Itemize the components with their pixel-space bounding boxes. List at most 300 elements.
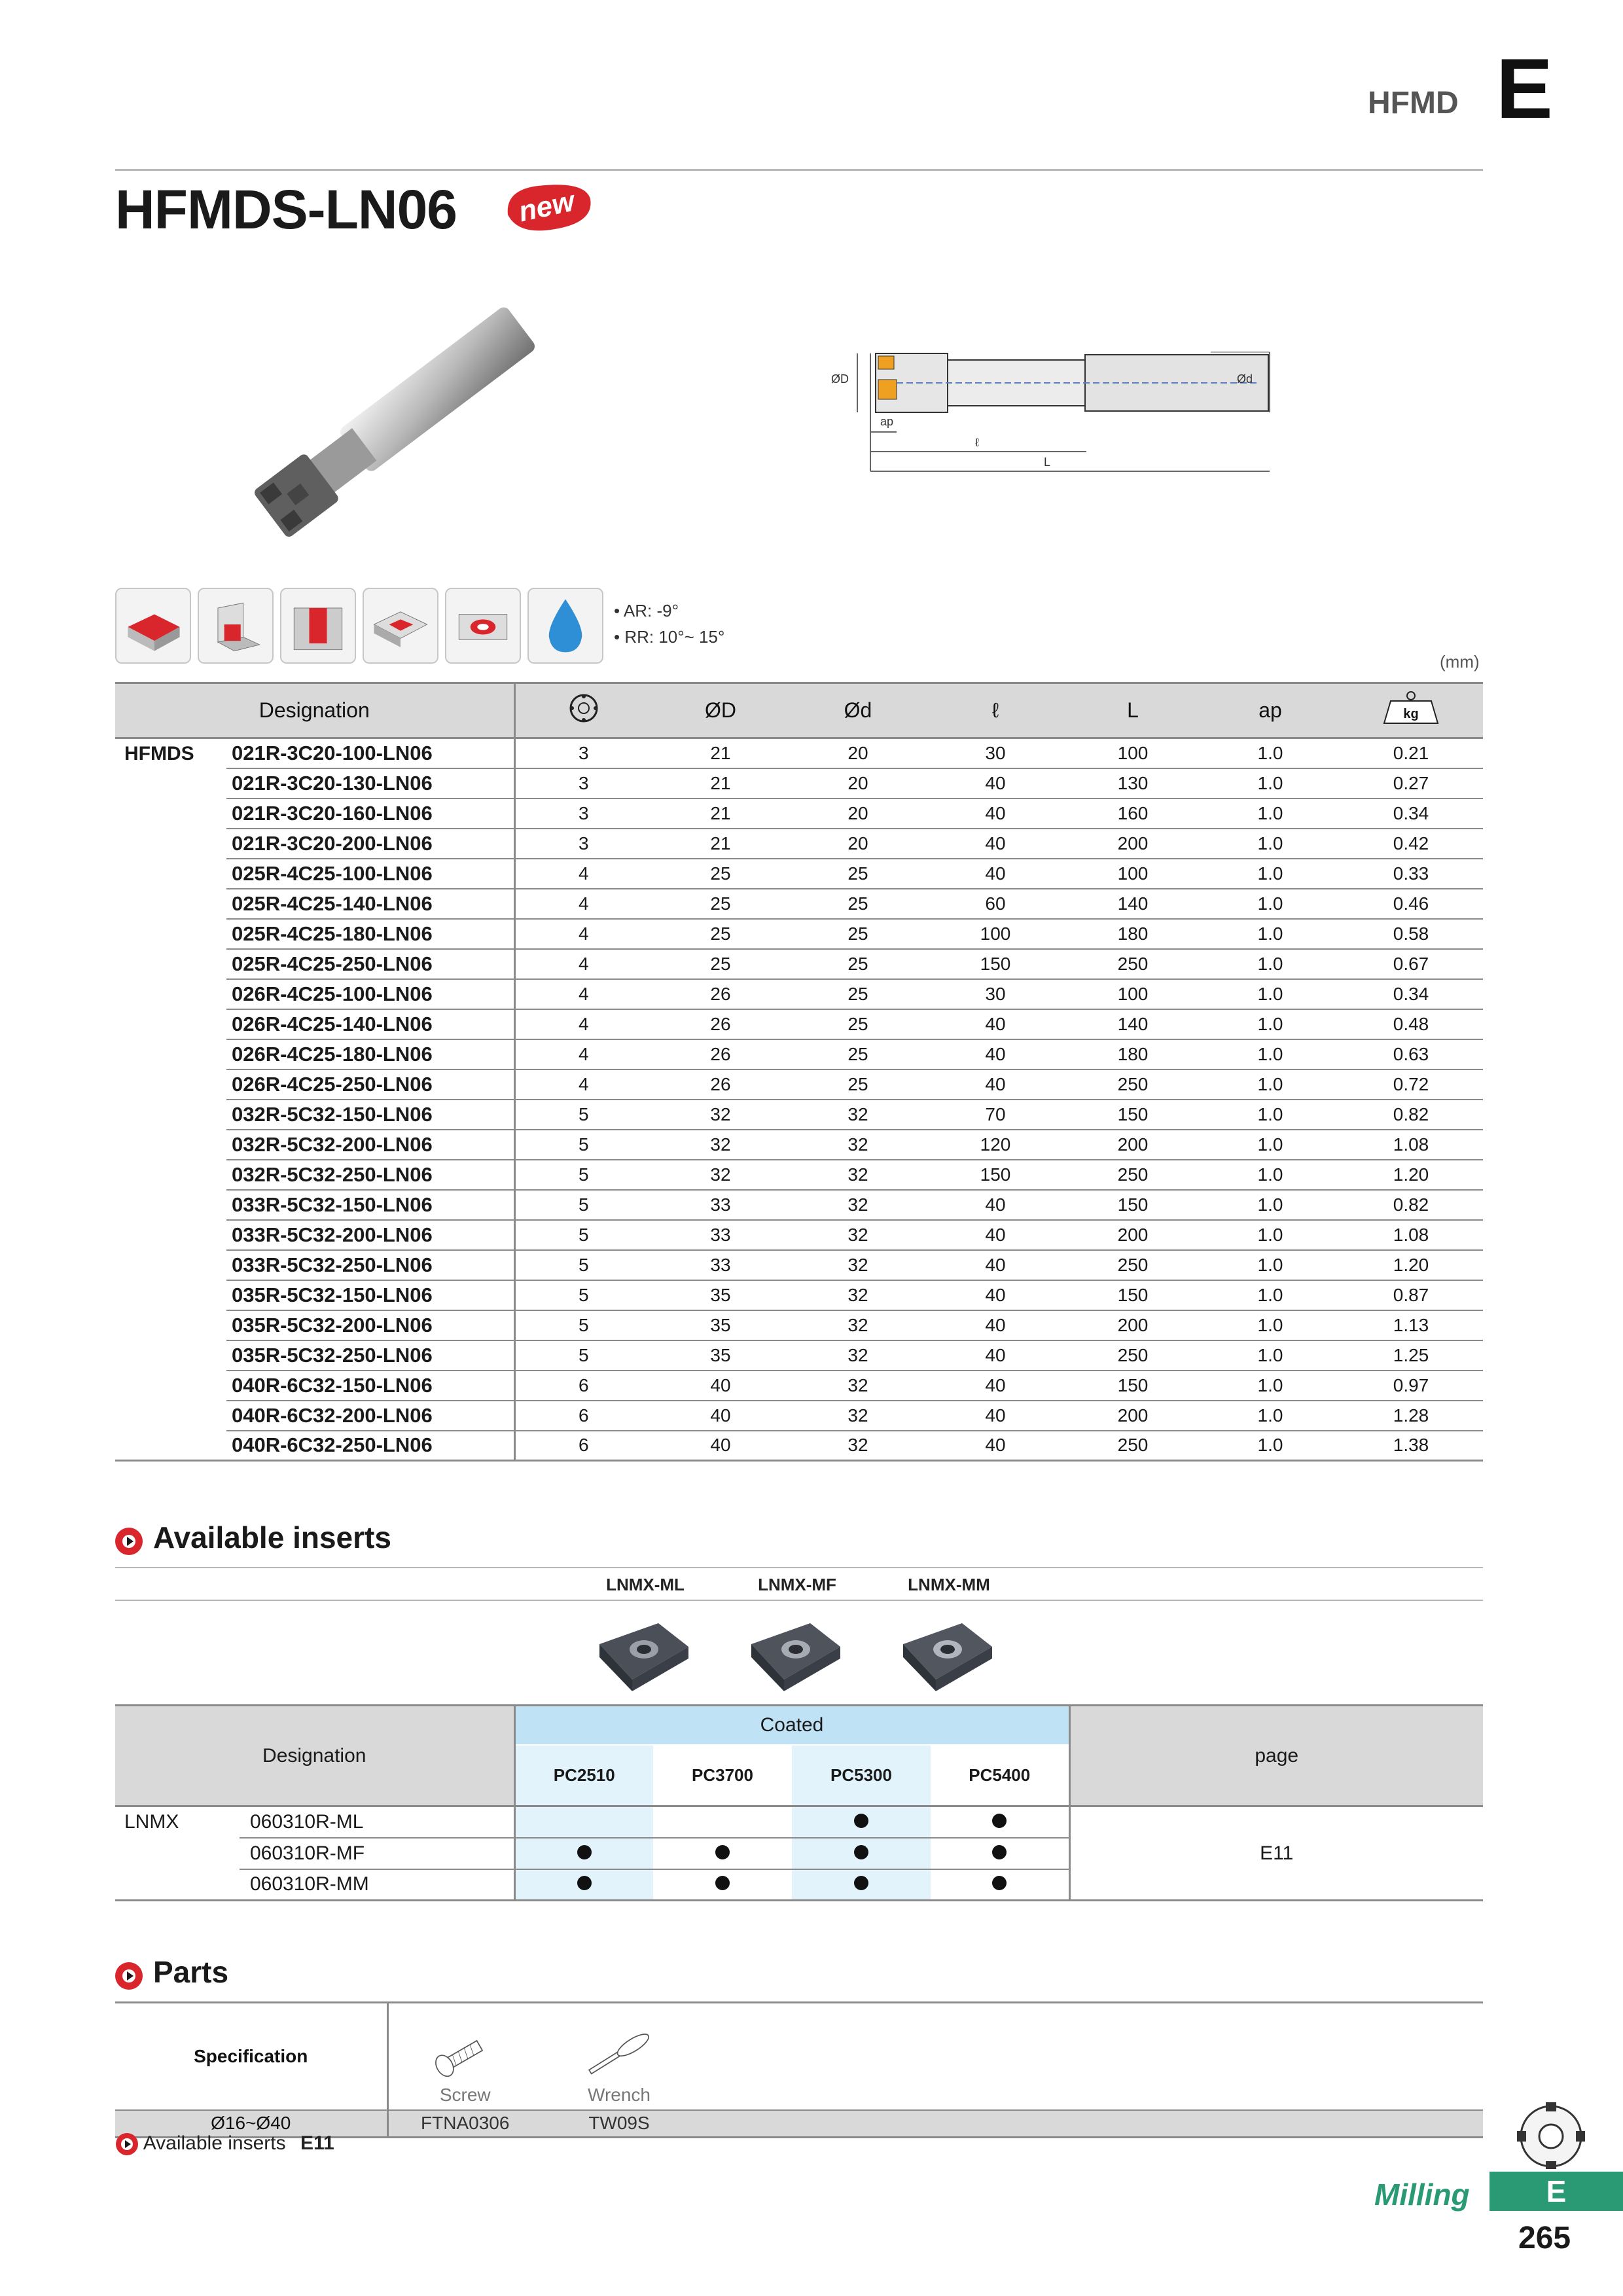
value-cell-l: 40 (927, 798, 1064, 829)
table-row (115, 1280, 1483, 1310)
insert-header-page: page (1069, 1706, 1483, 1806)
table-row (115, 1250, 1483, 1280)
value-cell-L: 100 (1064, 979, 1202, 1009)
value-cell-kg: 0.82 (1339, 1100, 1483, 1130)
value-cell-D: 26 (652, 1069, 789, 1100)
table-row (115, 768, 1483, 798)
value-cell-ap: 1.0 (1202, 1130, 1339, 1160)
wrench-icon (580, 2029, 658, 2080)
value-cell-d: 25 (789, 889, 927, 919)
value-cell-D: 32 (652, 1160, 789, 1190)
header-d: Ød (789, 683, 927, 738)
value-cell-kg: 1.13 (1339, 1310, 1483, 1340)
table-row (115, 829, 1483, 859)
series-cell (115, 889, 226, 919)
value-cell-L: 130 (1064, 768, 1202, 798)
value-cell-ap: 1.0 (1202, 1340, 1339, 1371)
insert-row (115, 1806, 1483, 1838)
table-row (115, 859, 1483, 889)
designation-cell: 026R-4C25-140-LN06 (226, 1009, 514, 1039)
designation-cell: 032R-5C32-250-LN06 (226, 1160, 514, 1190)
value-cell-L: 200 (1064, 1310, 1202, 1340)
value-cell-d: 32 (789, 1100, 927, 1130)
value-cell-d: 25 (789, 859, 927, 889)
value-cell-d: 32 (789, 1130, 927, 1160)
value-cell-D: 26 (652, 1039, 789, 1069)
coolant-icon (527, 588, 603, 664)
value-cell-l: 40 (927, 1431, 1064, 1461)
value-cell-kg: 0.33 (1339, 859, 1483, 889)
insert-series-cell (115, 1838, 240, 1869)
designation-cell: 033R-5C32-250-LN06 (226, 1250, 514, 1280)
table-row (115, 1009, 1483, 1039)
value-cell-D: 25 (652, 889, 789, 919)
parts-col-screw (387, 2003, 542, 2110)
value-cell-L: 200 (1064, 1130, 1202, 1160)
insert-image-mm (890, 1611, 1001, 1696)
table-row (115, 1100, 1483, 1130)
value-cell-z: 5 (514, 1340, 652, 1371)
designation-cell: 032R-5C32-200-LN06 (226, 1130, 514, 1160)
series-cell (115, 859, 226, 889)
value-cell-z: 4 (514, 1009, 652, 1039)
availability-cell (514, 1838, 653, 1869)
value-cell-ap: 1.0 (1202, 919, 1339, 949)
value-cell-D: 40 (652, 1401, 789, 1431)
value-cell-L: 250 (1064, 949, 1202, 979)
value-cell-l: 40 (927, 768, 1064, 798)
designation-cell: 035R-5C32-250-LN06 (226, 1340, 514, 1371)
table-row (115, 1220, 1483, 1250)
series-cell (115, 1250, 226, 1280)
series-cell (115, 1371, 226, 1401)
series-cell (115, 1310, 226, 1340)
value-cell-ap: 1.0 (1202, 1371, 1339, 1401)
table-row (115, 979, 1483, 1009)
value-cell-l: 30 (927, 738, 1064, 768)
insert-series-cell (115, 1869, 240, 1901)
table-row (115, 889, 1483, 919)
insert-header-coated: Coated (514, 1706, 1069, 1745)
ramping-icon (363, 588, 438, 664)
series-cell (115, 979, 226, 1009)
series-cell (115, 919, 226, 949)
value-cell-L: 160 (1064, 798, 1202, 829)
insert-image-ml (586, 1611, 698, 1696)
available-dot-icon (992, 1876, 1007, 1890)
designation-cell: 021R-3C20-160-LN06 (226, 798, 514, 829)
value-cell-d: 25 (789, 1039, 927, 1069)
value-cell-z: 5 (514, 1130, 652, 1160)
value-cell-D: 33 (652, 1250, 789, 1280)
value-cell-D: 26 (652, 1009, 789, 1039)
section-tab: E (1489, 2172, 1623, 2211)
value-cell-D: 40 (652, 1371, 789, 1401)
value-cell-L: 200 (1064, 1220, 1202, 1250)
value-cell-d: 25 (789, 979, 927, 1009)
designation-cell: 040R-6C32-250-LN06 (226, 1431, 514, 1461)
header-D: ØD (652, 683, 789, 738)
header-L: L (1064, 683, 1202, 738)
header-ap: ap (1202, 683, 1339, 738)
footer-note (115, 2132, 334, 2156)
value-cell-d: 32 (789, 1280, 927, 1310)
value-cell-l: 40 (927, 1280, 1064, 1310)
page-title: HFMDS-LN06 (115, 179, 457, 240)
value-cell-z: 3 (514, 829, 652, 859)
insert-image-mf (738, 1611, 849, 1696)
value-cell-L: 150 (1064, 1190, 1202, 1220)
value-cell-L: 250 (1064, 1431, 1202, 1461)
value-cell-kg: 0.21 (1339, 738, 1483, 768)
value-cell-l: 40 (927, 1069, 1064, 1100)
value-cell-ap: 1.0 (1202, 1160, 1339, 1190)
parts-screw-value: FTNA0306 (387, 2110, 542, 2138)
value-cell-d: 20 (789, 829, 927, 859)
parts-wrench-label: Wrench (588, 2084, 651, 2105)
new-badge (499, 177, 597, 242)
inserts-rule-top (115, 1567, 1483, 1568)
value-cell-ap: 1.0 (1202, 1100, 1339, 1130)
value-cell-kg: 0.87 (1339, 1280, 1483, 1310)
availability-cell (653, 1869, 792, 1901)
series-cell (115, 1340, 226, 1371)
value-cell-L: 100 (1064, 859, 1202, 889)
value-cell-ap: 1.0 (1202, 1280, 1339, 1310)
series-cell (115, 1039, 226, 1069)
value-cell-kg: 1.20 (1339, 1160, 1483, 1190)
drawing-label-l: ℓ (975, 436, 979, 449)
value-cell-ap: 1.0 (1202, 1009, 1339, 1039)
value-cell-ap: 1.0 (1202, 889, 1339, 919)
page-number: 265 (1518, 2221, 1571, 2255)
designation-cell: 040R-6C32-150-LN06 (226, 1371, 514, 1401)
tool-photo (223, 288, 589, 537)
table-row (115, 1371, 1483, 1401)
value-cell-l: 30 (927, 979, 1064, 1009)
value-cell-kg: 1.20 (1339, 1250, 1483, 1280)
available-dot-icon (854, 1876, 868, 1890)
value-cell-L: 150 (1064, 1371, 1202, 1401)
table-row (115, 1160, 1483, 1190)
value-cell-ap: 1.0 (1202, 979, 1339, 1009)
value-cell-D: 35 (652, 1340, 789, 1371)
value-cell-z: 4 (514, 859, 652, 889)
value-cell-L: 200 (1064, 829, 1202, 859)
value-cell-kg: 0.27 (1339, 768, 1483, 798)
designation-cell: 040R-6C32-200-LN06 (226, 1401, 514, 1431)
available-dot-icon (715, 1876, 730, 1890)
weight-icon (1339, 683, 1483, 738)
availability-cell (514, 1806, 653, 1838)
value-cell-D: 25 (652, 859, 789, 889)
value-cell-kg: 0.82 (1339, 1190, 1483, 1220)
value-cell-ap: 1.0 (1202, 1401, 1339, 1431)
series-header: HFMD (1368, 86, 1459, 120)
designation-cell: 035R-5C32-150-LN06 (226, 1280, 514, 1310)
header-l: ℓ (927, 683, 1064, 738)
value-cell-z: 6 (514, 1401, 652, 1431)
value-cell-ap: 1.0 (1202, 1250, 1339, 1280)
table-row (115, 1401, 1483, 1431)
value-cell-l: 70 (927, 1100, 1064, 1130)
value-cell-d: 25 (789, 919, 927, 949)
tool-drawing (818, 340, 1276, 484)
table-row (115, 1340, 1483, 1371)
designation-cell: 032R-5C32-150-LN06 (226, 1100, 514, 1130)
value-cell-z: 4 (514, 949, 652, 979)
table-row (115, 949, 1483, 979)
value-cell-ap: 1.0 (1202, 1039, 1339, 1069)
footer-bullet-icon (115, 2132, 139, 2156)
value-cell-L: 200 (1064, 1401, 1202, 1431)
value-cell-z: 5 (514, 1220, 652, 1250)
value-cell-d: 32 (789, 1310, 927, 1340)
value-cell-kg: 0.46 (1339, 889, 1483, 919)
value-cell-d: 32 (789, 1371, 927, 1401)
series-cell (115, 768, 226, 798)
parts-title: Parts (153, 1955, 229, 1989)
availability-cell (653, 1838, 792, 1869)
insert-name-mm: LNMX-MM (908, 1575, 990, 1594)
value-cell-D: 35 (652, 1310, 789, 1340)
helical-icon (445, 588, 521, 664)
screw-icon (426, 2029, 505, 2080)
value-cell-d: 20 (789, 738, 927, 768)
value-cell-l: 40 (927, 1009, 1064, 1039)
value-cell-ap: 1.0 (1202, 1220, 1339, 1250)
value-cell-kg: 0.48 (1339, 1009, 1483, 1039)
availability-cell (931, 1869, 1069, 1901)
value-cell-d: 32 (789, 1250, 927, 1280)
value-cell-D: 33 (652, 1190, 789, 1220)
drawing-label-d: Ød (1237, 372, 1253, 386)
value-cell-z: 4 (514, 979, 652, 1009)
parts-table (115, 2001, 1483, 2138)
series-cell (115, 1280, 226, 1310)
insert-header-designation: Designation (115, 1706, 514, 1806)
value-cell-L: 140 (1064, 1009, 1202, 1039)
value-cell-d: 25 (789, 949, 927, 979)
category-label: Milling (1374, 2178, 1470, 2212)
availability-cell (653, 1806, 792, 1838)
designation-cell: 025R-4C25-100-LN06 (226, 859, 514, 889)
table-row (115, 1190, 1483, 1220)
availability-cell (931, 1806, 1069, 1838)
value-cell-kg: 1.08 (1339, 1130, 1483, 1160)
designation-cell: 026R-4C25-250-LN06 (226, 1069, 514, 1100)
value-cell-ap: 1.0 (1202, 768, 1339, 798)
availability-cell (514, 1869, 653, 1901)
value-cell-kg: 0.67 (1339, 949, 1483, 979)
value-cell-L: 250 (1064, 1160, 1202, 1190)
grade-header: PC5300 (792, 1745, 931, 1806)
table-row (115, 1431, 1483, 1461)
value-cell-kg: 0.42 (1339, 829, 1483, 859)
parts-screw-label: Screw (439, 2084, 491, 2105)
value-cell-kg: 0.72 (1339, 1069, 1483, 1100)
angle-note-rr: • RR: 10°~ 15° (614, 627, 725, 647)
table-row (115, 1039, 1483, 1069)
section-bullet-icon (115, 1528, 143, 1555)
designation-cell: 026R-4C25-100-LN06 (226, 979, 514, 1009)
value-cell-D: 26 (652, 979, 789, 1009)
value-cell-kg: 0.34 (1339, 979, 1483, 1009)
series-cell (115, 949, 226, 979)
grade-header: PC2510 (514, 1745, 653, 1806)
parts-col-wrench (542, 2003, 696, 2110)
value-cell-D: 21 (652, 768, 789, 798)
designation-cell: 035R-5C32-200-LN06 (226, 1310, 514, 1340)
value-cell-kg: 1.38 (1339, 1431, 1483, 1461)
value-cell-D: 25 (652, 949, 789, 979)
available-inserts-title: Available inserts (153, 1520, 391, 1554)
series-cell (115, 1401, 226, 1431)
designation-cell: 021R-3C20-100-LN06 (226, 738, 514, 768)
value-cell-z: 3 (514, 798, 652, 829)
value-cell-D: 21 (652, 738, 789, 768)
available-dot-icon (577, 1876, 592, 1890)
tool-spec-table (115, 682, 1483, 1462)
value-cell-D: 40 (652, 1431, 789, 1461)
parts-wrench-value: TW09S (542, 2110, 696, 2138)
value-cell-kg: 1.08 (1339, 1220, 1483, 1250)
value-cell-d: 25 (789, 1009, 927, 1039)
value-cell-ap: 1.0 (1202, 798, 1339, 829)
unit-label: (mm) (1440, 652, 1480, 672)
face-milling-icon (115, 588, 191, 664)
designation-cell: 033R-5C32-200-LN06 (226, 1220, 514, 1250)
header-designation: Designation (115, 683, 514, 738)
series-cell (115, 1160, 226, 1190)
value-cell-l: 40 (927, 1340, 1064, 1371)
milling-cutter-icon (1505, 2098, 1590, 2170)
designation-cell: 021R-3C20-200-LN06 (226, 829, 514, 859)
value-cell-z: 5 (514, 1310, 652, 1340)
value-cell-ap: 1.0 (1202, 1069, 1339, 1100)
value-cell-L: 180 (1064, 1039, 1202, 1069)
value-cell-D: 25 (652, 919, 789, 949)
value-cell-d: 25 (789, 1069, 927, 1100)
header-divider (115, 169, 1483, 171)
insert-series-cell: LNMX (124, 1811, 179, 1833)
number-of-inserts-icon (514, 683, 652, 738)
value-cell-z: 5 (514, 1250, 652, 1280)
value-cell-l: 150 (927, 1160, 1064, 1190)
value-cell-D: 35 (652, 1280, 789, 1310)
value-cell-ap: 1.0 (1202, 1310, 1339, 1340)
designation-cell: 025R-4C25-140-LN06 (226, 889, 514, 919)
value-cell-ap: 1.0 (1202, 1190, 1339, 1220)
value-cell-d: 32 (789, 1160, 927, 1190)
value-cell-L: 100 (1064, 738, 1202, 768)
parts-bullet-icon (115, 1962, 143, 1990)
value-cell-z: 6 (514, 1431, 652, 1461)
value-cell-ap: 1.0 (1202, 949, 1339, 979)
value-cell-z: 5 (514, 1280, 652, 1310)
series-cell (115, 798, 226, 829)
section-letter: E (1496, 41, 1553, 136)
value-cell-z: 6 (514, 1371, 652, 1401)
available-dot-icon (577, 1845, 592, 1859)
drawing-label-L: L (1044, 456, 1051, 469)
value-cell-l: 40 (927, 1039, 1064, 1069)
value-cell-d: 32 (789, 1190, 927, 1220)
value-cell-l: 150 (927, 949, 1064, 979)
value-cell-kg: 0.97 (1339, 1371, 1483, 1401)
value-cell-l: 120 (927, 1130, 1064, 1160)
table-row (115, 1130, 1483, 1160)
value-cell-L: 140 (1064, 889, 1202, 919)
value-cell-l: 40 (927, 1401, 1064, 1431)
value-cell-l: 40 (927, 1310, 1064, 1340)
value-cell-z: 4 (514, 1039, 652, 1069)
availability-cell (792, 1869, 931, 1901)
value-cell-kg: 0.63 (1339, 1039, 1483, 1069)
value-cell-ap: 1.0 (1202, 1431, 1339, 1461)
series-cell (115, 1069, 226, 1100)
slotting-icon (280, 588, 356, 664)
value-cell-D: 21 (652, 798, 789, 829)
available-dot-icon (854, 1845, 868, 1859)
series-cell (115, 1100, 226, 1130)
value-cell-L: 250 (1064, 1340, 1202, 1371)
value-cell-L: 150 (1064, 1100, 1202, 1130)
value-cell-d: 32 (789, 1401, 927, 1431)
table-row (115, 1069, 1483, 1100)
series-cell: HFMDS (124, 743, 194, 764)
grade-header: PC3700 (653, 1745, 792, 1806)
value-cell-l: 40 (927, 829, 1064, 859)
value-cell-l: 60 (927, 889, 1064, 919)
value-cell-z: 4 (514, 889, 652, 919)
drawing-label-ap: ap (880, 415, 894, 428)
insert-name-ml: LNMX-ML (606, 1575, 685, 1594)
new-badge-text: new (516, 185, 578, 228)
value-cell-z: 3 (514, 768, 652, 798)
series-cell (115, 1130, 226, 1160)
value-cell-L: 250 (1064, 1250, 1202, 1280)
angle-note-ar: • AR: -9° (614, 601, 679, 620)
series-cell (115, 829, 226, 859)
table-row (115, 919, 1483, 949)
footer-note-label: Available inserts (143, 2132, 286, 2154)
series-cell (115, 1009, 226, 1039)
value-cell-L: 180 (1064, 919, 1202, 949)
series-cell (115, 1220, 226, 1250)
value-cell-l: 100 (927, 919, 1064, 949)
series-cell (115, 1431, 226, 1461)
insert-code-cell: 060310R-MM (240, 1869, 514, 1901)
value-cell-D: 32 (652, 1130, 789, 1160)
value-cell-l: 40 (927, 1190, 1064, 1220)
value-cell-l: 40 (927, 1371, 1064, 1401)
series-cell (115, 1190, 226, 1220)
value-cell-d: 32 (789, 1340, 927, 1371)
header-kg: kg (1403, 706, 1419, 721)
available-dot-icon (715, 1845, 730, 1859)
value-cell-z: 5 (514, 1190, 652, 1220)
table-row (115, 1310, 1483, 1340)
value-cell-kg: 0.34 (1339, 798, 1483, 829)
value-cell-d: 32 (789, 1431, 927, 1461)
available-dot-icon (992, 1845, 1007, 1859)
designation-cell: 025R-4C25-180-LN06 (226, 919, 514, 949)
value-cell-z: 4 (514, 919, 652, 949)
footer-note-page: E11 (300, 2132, 334, 2154)
available-dot-icon (992, 1814, 1007, 1828)
designation-cell: 033R-5C32-150-LN06 (226, 1190, 514, 1220)
